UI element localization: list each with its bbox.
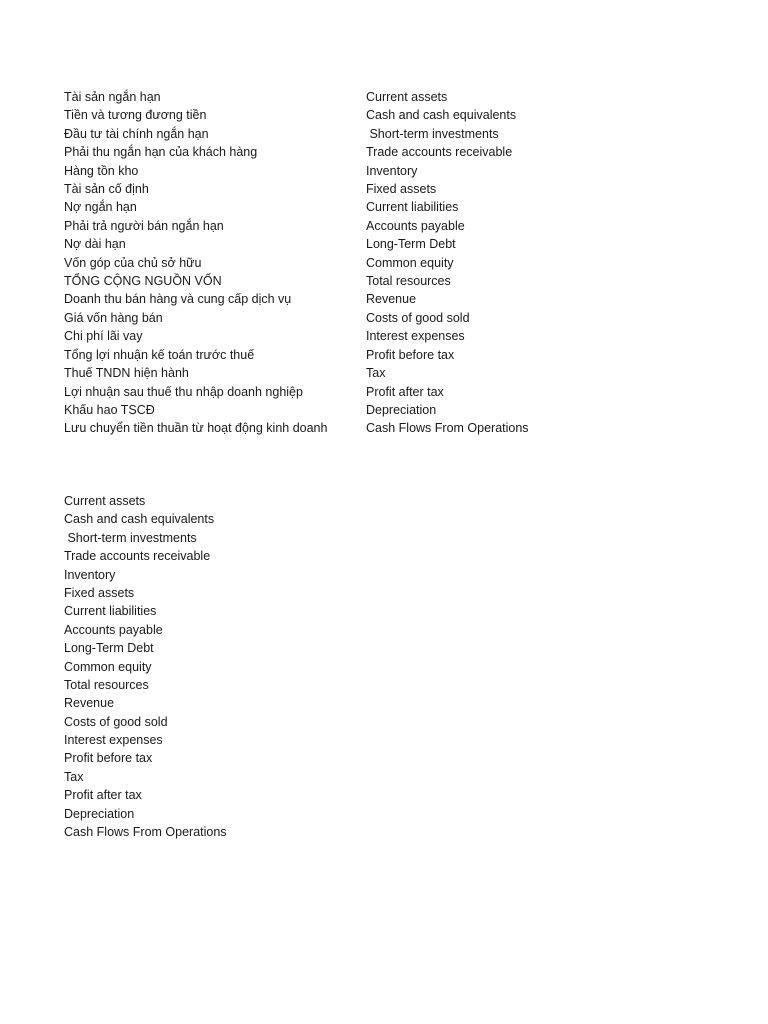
table-row xyxy=(64,88,626,106)
english-term: Total resources xyxy=(366,274,451,289)
list-item: Costs of good sold xyxy=(64,714,168,729)
english-term: Costs of good sold xyxy=(366,310,470,325)
vietnamese-term: Nợ dài hạn xyxy=(64,237,126,252)
vietnamese-term: Nợ ngắn hạn xyxy=(64,200,137,215)
english-term: Interest expenses xyxy=(366,329,465,344)
table-row xyxy=(64,401,626,419)
table-row xyxy=(64,346,626,364)
vietnamese-term: Chi phí lãi vay xyxy=(64,329,143,344)
english-term: Profit after tax xyxy=(366,384,444,399)
vietnamese-term: Vốn góp của chủ sở hữu xyxy=(64,255,202,270)
english-term: Revenue xyxy=(366,292,417,307)
vietnamese-term: Giá vốn hàng bán xyxy=(64,310,163,325)
vietnamese-term: Tài sản cố định xyxy=(64,182,149,197)
vietnamese-term: Tổng lợi nhuận kế toán trước thuế xyxy=(64,347,255,362)
english-terms-list xyxy=(64,492,227,841)
list-item: Inventory xyxy=(64,567,116,582)
table-row xyxy=(64,383,626,401)
english-term: Long-Term Debt xyxy=(366,237,456,252)
english-term: Accounts payable xyxy=(366,218,465,233)
vietnamese-term: Lợi nhuận sau thuế thu nhập doanh nghiệp xyxy=(64,384,303,399)
table-row xyxy=(64,143,626,161)
list-item: Current assets xyxy=(64,494,146,508)
vietnamese-term: Thuế TNDN hiện hành xyxy=(64,366,189,381)
table-row xyxy=(64,327,626,345)
list-item: Trade accounts receivable xyxy=(64,549,211,564)
table-row xyxy=(64,162,626,180)
vietnamese-term: Tiền và tương đương tiền xyxy=(64,108,207,123)
english-term: Depreciation xyxy=(366,402,437,417)
list-item: Cash Flows From Operations xyxy=(64,825,227,840)
vietnamese-term: Đầu tư tài chính ngắn hạn xyxy=(64,126,209,141)
list-item: Depreciation xyxy=(64,806,135,821)
vietnamese-term: Phải thu ngắn hạn của khách hàng xyxy=(64,145,258,160)
list-item: Cash and cash equivalents xyxy=(64,512,215,527)
table-row xyxy=(64,180,626,198)
list-item: Tax xyxy=(64,769,84,784)
list-item: Fixed assets xyxy=(64,585,135,600)
english-term: Tax xyxy=(366,366,386,381)
vietnamese-term: Doanh thu bán hàng và cung cấp dịch vụ xyxy=(64,292,292,307)
english-term: Current assets xyxy=(366,90,448,104)
english-term: Profit before tax xyxy=(366,347,455,362)
table-row xyxy=(64,272,626,290)
list-item: Current liabilities xyxy=(64,604,157,619)
vietnamese-term: Hàng tồn kho xyxy=(64,163,139,178)
list-item: Long-Term Debt xyxy=(64,641,154,656)
table-row xyxy=(64,198,626,216)
vietnamese-term: TỔNG CỘNG NGUỒN VỐN xyxy=(64,274,222,289)
list-item: Profit before tax xyxy=(64,751,153,766)
table-row xyxy=(64,290,626,308)
list-item: Profit after tax xyxy=(64,788,142,803)
table-row xyxy=(64,309,626,327)
table-row xyxy=(64,106,626,124)
table-row xyxy=(64,217,626,235)
table-row xyxy=(64,125,626,143)
vietnamese-term: Tài sản ngắn hạn xyxy=(64,90,161,104)
list-item: Short-term investments xyxy=(64,530,197,545)
english-term: Common equity xyxy=(366,255,454,270)
vietnamese-term: Lưu chuyển tiền thuần từ hoạt động kinh doanh xyxy=(64,421,328,436)
list-item: Total resources xyxy=(64,677,149,692)
english-term: Cash and cash equivalents xyxy=(366,108,517,123)
english-term: Inventory xyxy=(366,163,418,178)
english-term: Trade accounts receivable xyxy=(366,145,513,160)
english-term: Current liabilities xyxy=(366,200,459,215)
vietnamese-term: Khấu hao TSCĐ xyxy=(64,402,155,417)
table-row xyxy=(64,364,626,382)
table-row xyxy=(64,235,626,253)
list-item: Common equity xyxy=(64,659,152,674)
english-term: Fixed assets xyxy=(366,182,437,197)
list-item: Accounts payable xyxy=(64,622,163,637)
table-row xyxy=(64,419,626,437)
english-term: Cash Flows From Operations xyxy=(366,421,529,436)
list-item: Revenue xyxy=(64,696,115,711)
table-row xyxy=(64,254,626,272)
list-item: Interest expenses xyxy=(64,733,163,748)
english-term: Short-term investments xyxy=(366,126,499,141)
vietnamese-term: Phải trả người bán ngắn hạn xyxy=(64,218,224,233)
terms-translation-table xyxy=(64,88,626,438)
